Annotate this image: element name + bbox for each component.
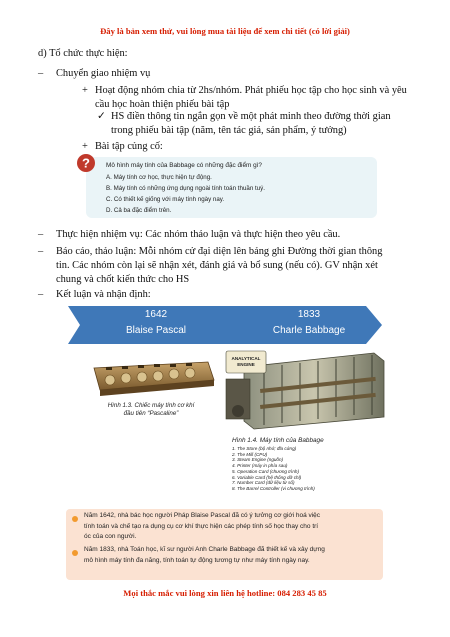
babbage-part-6: 6. Variable Card (hệ thống dữ chỉ) <box>232 474 302 480</box>
babbage-part-1: 1. The Store (bộ nhớ; đĩa cứng) <box>232 446 297 451</box>
babbage-caption: Hình 1.4. Máy tính của Babbage <box>232 437 324 444</box>
summary-bullet-icon <box>72 516 78 522</box>
preview-banner: Đây là bản xem thử, vui lòng mua tài liệu để xem chi tiết (có lời giải) <box>100 26 350 36</box>
dash-bullet: – <box>38 68 44 79</box>
dash-bullet: – <box>38 289 44 300</box>
plus-bullet: + <box>82 85 88 96</box>
group-activity-line-2: cầu học hoàn thiện phiếu bài tập <box>95 99 230 110</box>
quiz-option-a: A. Máy tính cơ học, thực hiện tự động. <box>106 174 212 181</box>
quiz-option-b: B. Máy tính có những ứng dụng ngoài tính toán thuần tuý. <box>106 185 265 192</box>
timeline-year-1: 1642 <box>144 309 168 320</box>
summary-item-2 <box>84 545 325 566</box>
pascaline-caption-line-2: đầu tiên “Pascaline” <box>123 410 179 417</box>
babbage-part-3: 3. Steam Engine (nguồn) <box>232 457 284 463</box>
hotline-footer: Mọi thắc mắc vui lòng xin liên hệ hotline: 084 283 45 85 <box>123 588 327 598</box>
quiz-option-d: D. Cả ba đặc điểm trên. <box>106 207 172 214</box>
engine-sign <box>226 356 266 368</box>
summary-item-1 <box>84 511 320 543</box>
plus-bullet: + <box>82 141 88 152</box>
summary-item-1-line-2: tính toán và chế tạo ra dụng cụ cơ khí thực hiện các phép tính số học thay cho trí <box>84 522 319 530</box>
engine-sign-line-1: ANALYTICAL <box>231 356 261 361</box>
timeline-name-2: Charle Babbage <box>272 325 346 336</box>
report-line-2: tin. Các nhóm còn lại sẽ nhận xét, đánh giá và bổ sung (nếu có). GV nhận xét <box>56 260 378 271</box>
babbage-part-5: 5. Operation Card (chương trình) <box>232 468 299 474</box>
summary-item-2-line-1: Năm 1833, nhà Toán học, kĩ sư người Anh Charle Babbage đã thiết kế và xây dựng <box>84 546 325 553</box>
summary-item-1-line-3: óc của con người. <box>84 533 137 541</box>
check-item-line-1: HS điền thông tin ngắn gọn về một phát minh theo đường thời gian <box>111 111 391 122</box>
perform-task-text: Thực hiện nhiệm vụ: Các nhóm thảo luận và thực hiện theo yêu cầu. <box>56 229 341 240</box>
section-heading: d) Tổ chức thực hiện: <box>38 48 128 59</box>
report-line-3: chung và chốt kiến thức cho HS <box>56 274 190 285</box>
pascaline-image <box>86 358 216 398</box>
pascaline-caption-line-1: Hình 1.3. Chiếc máy tính cơ khí <box>107 402 195 409</box>
engine-sign-line-2: ENGINE <box>237 362 255 367</box>
conclusion-text: Kết luận và nhận định: <box>56 289 151 300</box>
consolidation-text: Bài tập củng cố: <box>95 141 163 152</box>
dash-bullet: – <box>38 246 44 257</box>
timeline-name-1: Blaise Pascal <box>125 325 187 336</box>
group-activity-line-1: Hoạt động nhóm chia từ 2hs/nhóm. Phát phiếu học tập cho học sinh và yêu <box>95 85 407 96</box>
babbage-parts-list <box>232 446 392 492</box>
timeline-year-2: 1833 <box>297 309 321 320</box>
question-icon <box>76 153 96 173</box>
quiz-question: Mô hình máy tính của Babbage có những đặc điểm gì? <box>106 162 262 169</box>
quiz-option-c: C. Có thiết kế giống với máy tính ngày nay. <box>106 196 225 203</box>
summary-item-2-line-2: mô hình máy tính đa năng, tính toán tự động tương tự như máy tính ngày nay. <box>84 556 310 564</box>
babbage-part-2: 2. The Mill (CPU) <box>232 451 268 457</box>
dash-bullet: – <box>38 229 44 240</box>
checkmark-icon: ✓ <box>97 111 106 122</box>
summary-item-1-line-1: Năm 1642, nhà bác học người Pháp Blaise Pascal đã có ý tưởng cơ giới hoá việc <box>84 512 321 519</box>
report-line-1: Báo cáo, thảo luận: Mỗi nhóm cử đại diện lên bảng ghi Đường thời gian thông <box>56 246 383 257</box>
check-item-line-2: trong phiếu bài tập (năm, tên tác giả, sản phẩm, ý tưởng) <box>111 125 347 136</box>
summary-bullet-icon <box>72 550 78 556</box>
babbage-part-7: 7. Number Card (dữ liệu từ số) <box>232 480 295 486</box>
babbage-part-4: 4. Printer (máy in phía sau) <box>232 463 288 469</box>
babbage-part-8: 8. The Barrel Controller (vi chương trình) <box>232 485 315 491</box>
svg-text:?: ? <box>82 155 90 171</box>
step-transfer-text: Chuyển giao nhiệm vụ <box>56 68 151 79</box>
